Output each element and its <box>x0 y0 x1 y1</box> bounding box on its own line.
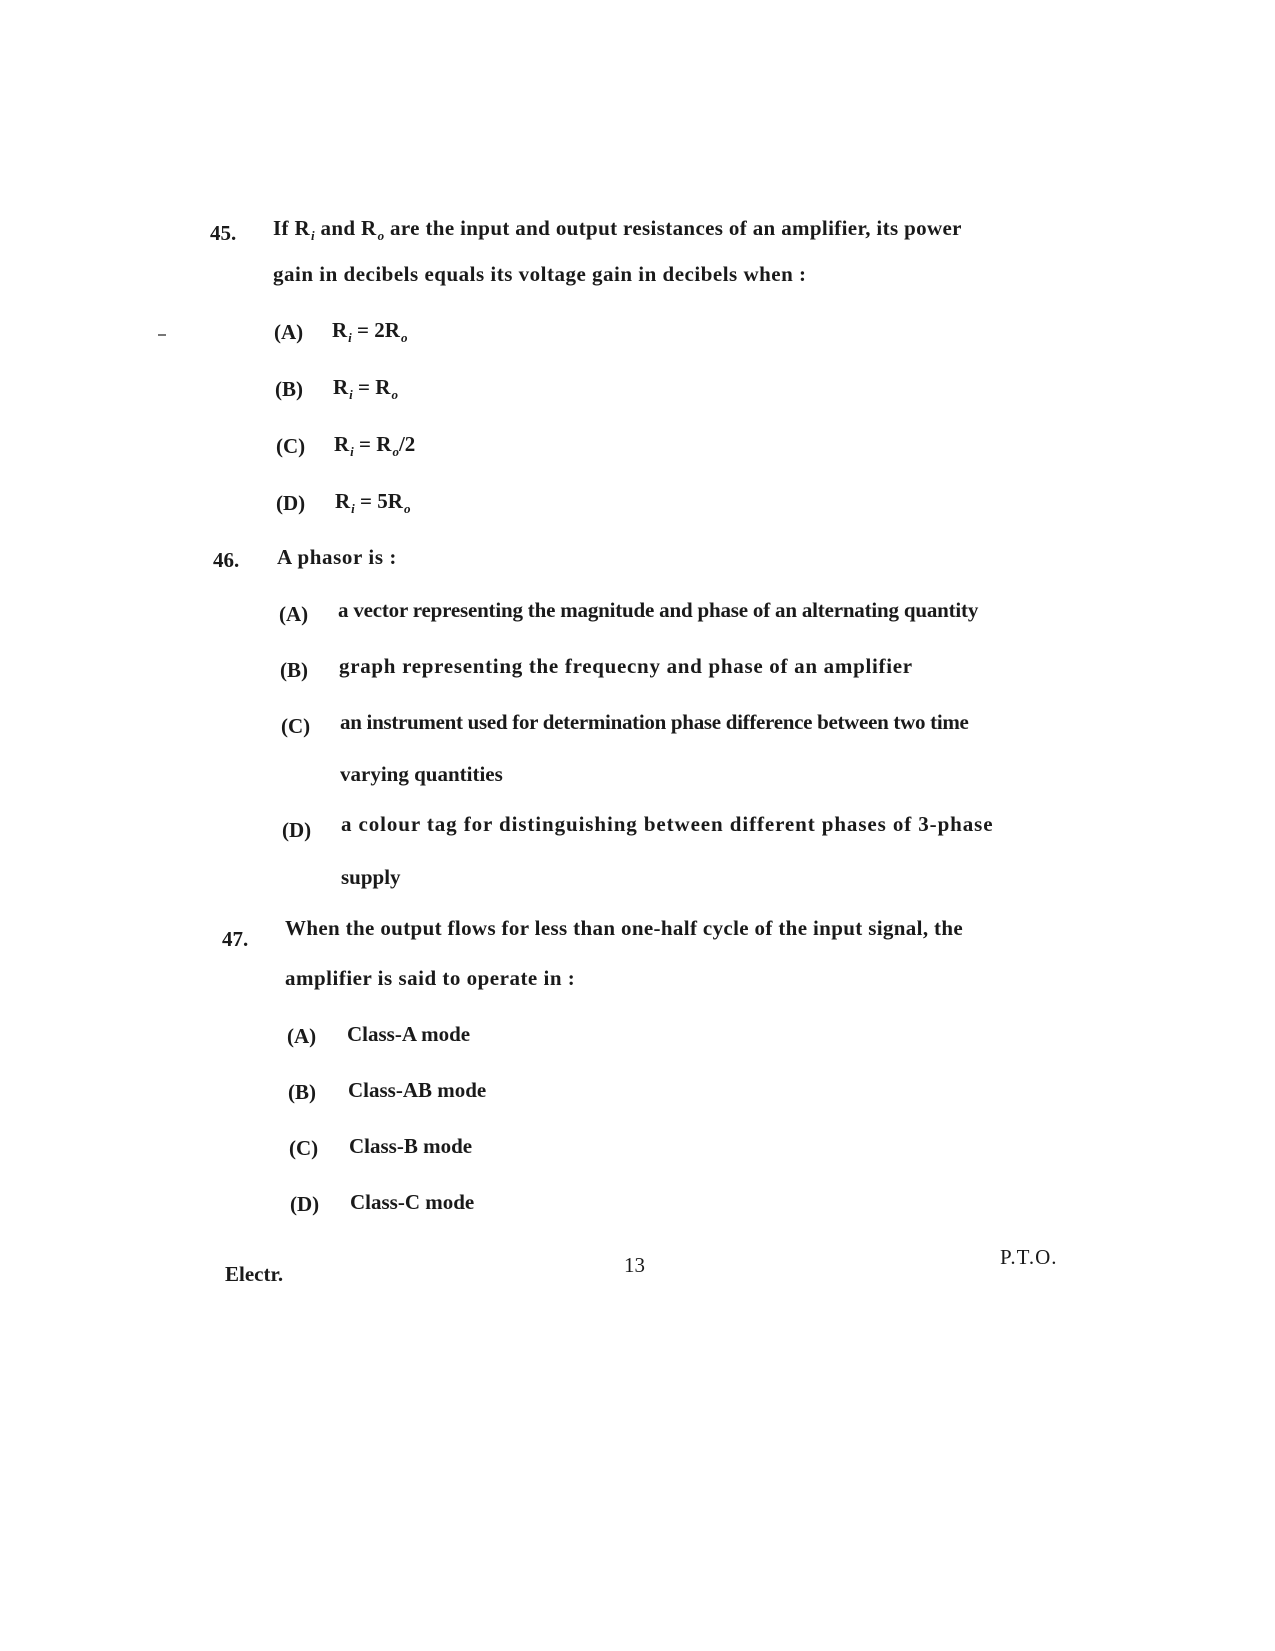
subscript: i <box>348 330 352 345</box>
option-label: (D) <box>276 491 306 515</box>
option-text: an instrument used for determination phase difference between two time <box>340 710 969 734</box>
text-run: = 5R <box>354 489 403 513</box>
option-text <box>333 375 398 403</box>
option-label: (D) <box>282 818 312 842</box>
subscript: o <box>377 228 385 243</box>
option-label: (D) <box>290 1192 320 1216</box>
question-text-line: gain in decibels equals its voltage gain in decibels when : <box>273 262 807 286</box>
subject-code: Electr. <box>225 1262 284 1286</box>
option-text: Class-AB mode <box>348 1078 487 1102</box>
option-text: Class-B mode <box>349 1134 473 1158</box>
scan-mark <box>158 334 166 336</box>
subscript: i <box>351 501 355 516</box>
text-run: R <box>333 375 349 399</box>
option-text: graph representing the frequecny and phase of an amplifier <box>339 654 913 678</box>
option-label: (C) <box>289 1136 319 1160</box>
please-turn-over: P.T.O. <box>1000 1245 1058 1269</box>
text-run: = 2R <box>351 318 400 342</box>
option-text-continuation: varying quantities <box>340 762 503 786</box>
option-text-continuation: supply <box>341 865 401 889</box>
option-label: (C) <box>281 714 311 738</box>
question-text-line: When the output flows for less than one-half cycle of the input signal, the <box>285 916 964 940</box>
subscript: o <box>391 387 398 402</box>
text-run: R <box>334 432 350 456</box>
subscript: o <box>403 501 411 516</box>
text-run: = R <box>353 432 392 456</box>
subscript: o <box>392 444 399 459</box>
question-number: 47. <box>222 927 249 951</box>
text-run: R <box>335 489 351 513</box>
option-label: (B) <box>275 377 303 401</box>
option-label: (A) <box>287 1024 317 1048</box>
option-text: Class-A mode <box>347 1022 471 1046</box>
question-text-line: amplifier is said to operate in : <box>285 966 576 990</box>
option-text: a vector representing the magnitude and phase of an alternating quantity <box>338 598 979 622</box>
option-text <box>334 432 415 460</box>
text-run: If R <box>273 216 310 240</box>
subscript: o <box>400 330 408 345</box>
subscript: i <box>349 387 353 402</box>
option-label: (B) <box>288 1080 316 1104</box>
text-run: and R <box>314 216 377 240</box>
option-text: Class-C mode <box>350 1190 475 1214</box>
question-number: 46. <box>213 548 240 572</box>
option-text <box>335 489 410 517</box>
text-run: R <box>332 318 348 342</box>
option-text: a colour tag for distinguishing between different phases of 3-phase <box>341 812 994 836</box>
text-run: /2 <box>398 432 416 456</box>
option-label: (A) <box>274 320 304 344</box>
page-number: 13 <box>624 1253 645 1277</box>
subscript: i <box>350 444 354 459</box>
option-label: (C) <box>276 434 306 458</box>
text-run: = R <box>352 375 391 399</box>
question-text-line <box>273 216 962 244</box>
text-run: are the input and output resistances of an amplifier, its power <box>384 216 962 240</box>
option-label: (B) <box>280 658 308 682</box>
option-text <box>332 318 407 346</box>
question-text-line: A phasor is : <box>277 545 398 569</box>
question-number: 45. <box>210 221 237 245</box>
subscript: i <box>310 228 315 243</box>
option-label: (A) <box>279 602 309 626</box>
